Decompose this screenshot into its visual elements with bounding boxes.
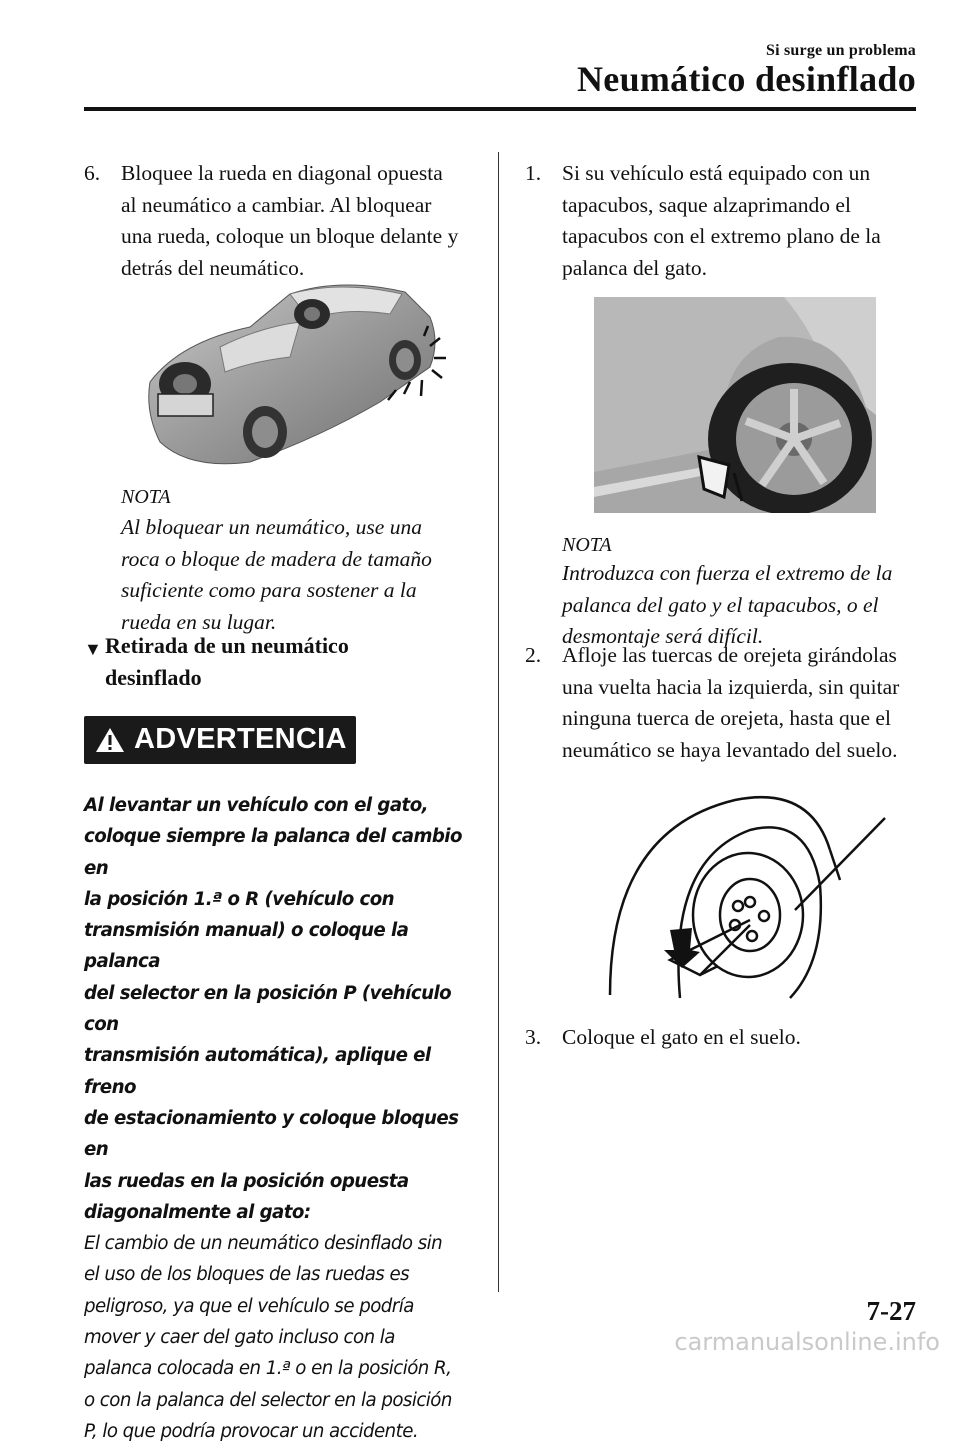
note-line: suficiente como para sostener a la: [121, 578, 417, 602]
hubcap-removal-photo: [594, 297, 876, 513]
step-line: una vuelta hacia la izquierda, sin quitar: [562, 674, 900, 699]
step-line: Bloquee la rueda en diagonal opuesta: [121, 161, 443, 185]
warning-bold-line: las ruedas en la posición opuesta: [84, 1170, 409, 1192]
warning-triangle-icon: [94, 726, 126, 754]
warning-bold-line: transmisión automática), aplique el freno: [84, 1045, 431, 1098]
step-line: neumático se haya levantado del suelo.: [562, 737, 898, 762]
note-heading: NOTA: [562, 534, 612, 556]
warning-bold-line: Al levantar un vehículo con el gato,: [84, 795, 428, 816]
step-number: 2.: [525, 643, 542, 667]
watermark: carmanualsonline.info: [674, 1328, 940, 1356]
warning-bold-line: del selector en la posición P (vehículo con: [84, 982, 452, 1036]
note-line: rueda en su lugar.: [121, 609, 277, 634]
step-line: Si su vehículo está equipado con un: [562, 161, 871, 185]
warning-bold-line: transmisión manual) o coloque la palanca: [84, 920, 409, 973]
note-line: Al bloquear un neumático, use una: [121, 515, 422, 539]
note-body: [562, 558, 932, 653]
warning-line: palanca colocada en 1.ª o en la posición R,: [84, 1358, 452, 1380]
page-number: 7-27: [866, 1296, 916, 1326]
lug-nut-illustration: [590, 790, 890, 1010]
step-number: 6.: [84, 161, 101, 185]
step-1: [525, 158, 925, 284]
note-line: roca o bloque de madera de tamaño: [121, 546, 432, 571]
warning-line: peligroso, ya que el vehículo se podría: [84, 1295, 414, 1317]
note-line: Introduzca con fuerza el extremo de la: [562, 561, 893, 585]
subsection-line: Retirada de un neumático: [105, 633, 349, 658]
step-number: 3.: [525, 1025, 542, 1049]
warning-label: ADVERTENCIA: [134, 723, 347, 755]
warning-line: el uso de los bloques de las ruedas es: [84, 1264, 410, 1286]
subsection-line: desinflado: [105, 664, 202, 690]
step-6: [84, 158, 484, 284]
page-title: Neumático desinflado: [577, 59, 916, 99]
step-line: una rueda, coloque un bloque delante y: [121, 224, 459, 248]
warning-badge: [84, 716, 356, 764]
note-body: [121, 512, 491, 638]
warning-line: El cambio de un neumático desinflado sin: [84, 1233, 443, 1255]
warning-bold-line: coloque siempre la palanca del cambio en: [84, 826, 462, 879]
note-line: desmontaje será difícil.: [562, 624, 764, 648]
column-divider: [498, 152, 499, 1292]
step-line: palanca del gato.: [562, 255, 708, 280]
warning-text: [84, 790, 484, 1447]
section-label: Si surge un problema: [766, 42, 916, 59]
subsection-heading: [84, 630, 484, 693]
warning-line: mover y caer del gato incluso con la: [84, 1327, 395, 1349]
step-line: Afloje las tuercas de orejeta girándolas: [562, 643, 897, 667]
warning-line: P, lo que podría provocar un accidente.: [84, 1420, 419, 1442]
step-line: Coloque el gato en el suelo.: [562, 1025, 801, 1049]
warning-bold-line: diagonalmente al gato:: [84, 1201, 311, 1223]
step-3: [525, 1022, 925, 1054]
car-blocked-illustration: [140, 272, 450, 472]
note-line: palanca del gato y el tapacubos, o el: [562, 592, 879, 617]
warning-line: o con la palanca del selector en la posición: [84, 1389, 452, 1411]
step-line: al neumático a cambiar. Al bloquear: [121, 192, 432, 217]
step-line: detrás del neumático.: [121, 255, 305, 280]
warning-bold-line: la posición 1.ª o R (vehículo con: [84, 888, 395, 910]
header-rule: [84, 107, 916, 111]
warning-bold-line: de estacionamiento y coloque bloques en: [84, 1107, 459, 1161]
step-2: [525, 640, 925, 766]
step-line: tapacubos con el extremo plano de la: [562, 224, 881, 248]
step-number: 1.: [525, 161, 542, 185]
step-line: ninguna tuerca de orejeta, hasta que el: [562, 706, 891, 730]
step-line: tapacubos, saque alzaprimando el: [562, 192, 851, 217]
note-heading: NOTA: [121, 486, 171, 508]
triangle-marker-icon: ▼: [84, 639, 102, 659]
